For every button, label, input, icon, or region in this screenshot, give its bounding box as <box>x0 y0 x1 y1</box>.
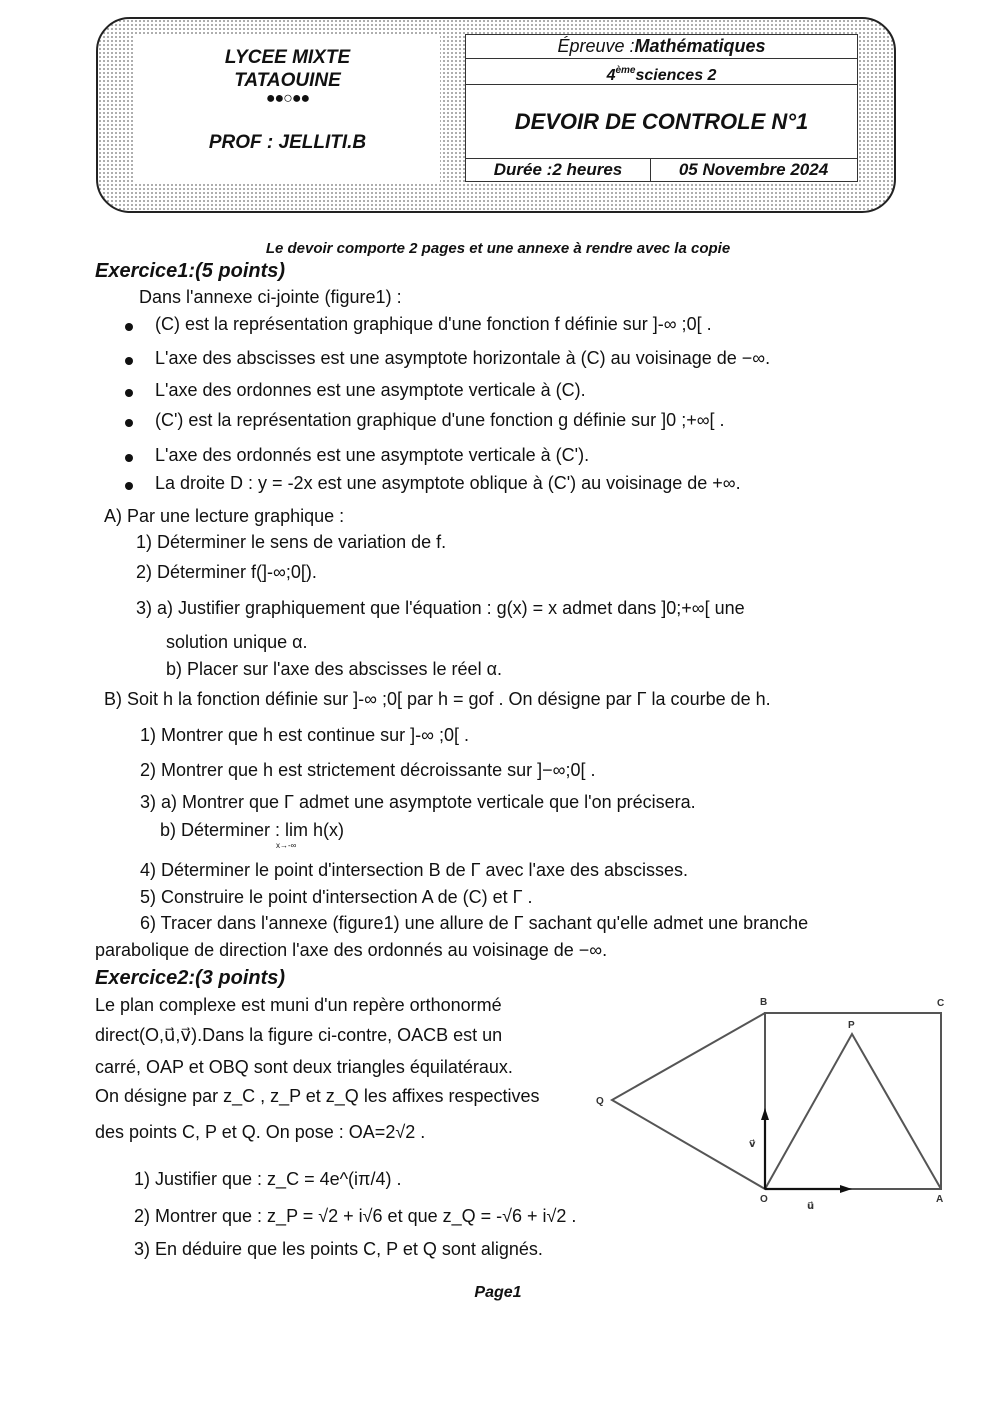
school-name-line2: TATAOUINE <box>234 70 341 91</box>
exercise2-question: 3) En déduire que les points C, P et Q sont alignés. <box>134 1239 543 1259</box>
bullet-item: (C) est la représentation graphique d'une fonction f définie sur ]-∞ ;0[ . <box>155 314 712 334</box>
partA-question: b) Placer sur l'axe des abscisses le réel α. <box>166 659 502 679</box>
class-number: 4 <box>606 67 616 84</box>
triangle-OBQ <box>612 1013 765 1189</box>
subject-row <box>466 35 857 59</box>
duration: Durée :2 heures <box>466 159 651 181</box>
school-panel <box>135 35 440 183</box>
partA-question: 3) a) Justifier graphiquement que l'équation : g(x) = x admet dans ]0;+∞[ une <box>136 598 745 618</box>
square-OACB <box>765 1013 941 1189</box>
label-A: A <box>936 1194 944 1205</box>
limit-subscript: x→-∞ <box>276 841 297 850</box>
exam-date: 05 Novembre 2024 <box>678 160 829 179</box>
partB-question: b) Déterminer : lim h(x) <box>160 820 345 840</box>
partB-title: B) Soit h la fonction définie sur ]-∞ ;0[ par h = gof . On désigne par Γ la courbe de h. <box>104 689 771 709</box>
exercise2-title: Exercice2:(3 points) <box>95 967 286 989</box>
duration-date-row <box>466 159 857 181</box>
bullet-icon <box>125 419 133 427</box>
bullet-icon <box>125 323 133 331</box>
partA-question: 1) Déterminer le sens de variation de f. <box>136 532 447 552</box>
bullet-item: L'axe des ordonnés est une asymptote verticale à (C'). <box>155 445 590 465</box>
partB-question: 4) Déterminer le point d'intersection B de Γ avec l'axe des abscisses. <box>140 860 689 880</box>
class-name: sciences 2 <box>635 67 717 84</box>
bullet-item: La droite D : y = -2x est une asymptote oblique à (C') au voisinage de +∞. <box>155 473 741 493</box>
bullet-item: L'axe des ordonnes est une asymptote verticale à (C). <box>155 380 586 400</box>
class-suffix: ème <box>615 65 636 76</box>
exercise1-intro: Dans l'annexe ci-jointe (figure1) : <box>139 287 402 307</box>
exercise2-intro: des points C, P et Q. On pose : OA=2√2 . <box>95 1122 426 1142</box>
notice: Le devoir comporte 2 pages et une annexe à rendre avec la copie <box>265 240 731 257</box>
partA-question: 2) Déterminer f(]-∞;0[). <box>136 562 317 582</box>
vector-u-arrowhead-icon <box>840 1185 852 1193</box>
exercise2-question: 1) Justifier que : z_C = 4e^(iπ/4) . <box>134 1169 402 1189</box>
class-row <box>466 59 857 85</box>
exam-title: DEVOIR DE CONTROLE N°1 <box>466 85 857 159</box>
bullet-icon <box>125 357 133 365</box>
exercise2-intro: On désigne par z_C , z_P et z_Q les affixes respectives <box>95 1086 540 1106</box>
bullet-icon <box>125 482 133 490</box>
bullet-item: (C') est la représentation graphique d'une fonction g définie sur ]0 ;+∞[ . <box>155 410 725 430</box>
exercise1-title: Exercice1:(5 points) <box>95 260 286 282</box>
exam-info-table <box>465 34 858 182</box>
subject-prefix: Épreuve : <box>557 36 635 56</box>
label-P: P <box>848 1020 855 1031</box>
label-vector-v: v⃗ <box>749 1139 756 1150</box>
vector-v-arrowhead-icon <box>761 1108 769 1120</box>
subject-name: Mathématiques <box>634 36 766 56</box>
label-C: C <box>937 998 945 1009</box>
ornament-dots: ●●○●● <box>265 90 310 107</box>
partB-question: 3) a) Montrer que Γ admet une asymptote verticale que l'on précisera. <box>140 792 696 812</box>
partB-question: 1) Montrer que h est continue sur ]-∞ ;0[ . <box>140 725 469 745</box>
partB-question: 5) Construire le point d'intersection A de (C) et Γ . <box>140 887 533 907</box>
exercise2-intro: carré, OAP et OBQ sont deux triangles équilatéraux. <box>95 1057 513 1077</box>
exercise2-intro: Le plan complexe est muni d'un repère orthonormé <box>95 995 502 1015</box>
square-triangles-figure <box>590 990 960 1220</box>
partB-question: 2) Montrer que h est strictement décroissante sur ]−∞;0[ . <box>140 760 596 780</box>
triangle-OAP <box>765 1034 941 1189</box>
partA-question: solution unique α. <box>166 632 308 652</box>
bullet-item: L'axe des abscisses est une asymptote horizontale à (C) au voisinage de −∞. <box>155 348 771 368</box>
exercise2-question: 2) Montrer que : z_P = √2 + i√6 et que z_Q = -√6 + i√2 . <box>134 1206 577 1226</box>
school-name-line1: LYCEE MIXTE <box>224 47 351 68</box>
label-B: B <box>760 997 768 1008</box>
label-O: O <box>760 1194 768 1205</box>
partA-title: A) Par une lecture graphique : <box>104 506 345 526</box>
partB-question: parabolique de direction l'axe des ordonnés au voisinage de −∞. <box>95 940 608 960</box>
partB-question: 6) Tracer dans l'annexe (figure1) une allure de Γ sachant qu'elle admet une branche <box>140 913 809 933</box>
label-Q: Q <box>596 1096 604 1107</box>
bullet-icon <box>125 389 133 397</box>
bullet-icon <box>125 454 133 462</box>
page-number: Page1 <box>474 1284 522 1301</box>
label-vector-u: u⃗ <box>807 1201 815 1212</box>
professor-name: PROF : JELLITI.B <box>208 132 367 153</box>
exercise2-intro: direct(O,u⃗,v⃗).Dans la figure ci-contre, OACB est un <box>95 1025 503 1045</box>
